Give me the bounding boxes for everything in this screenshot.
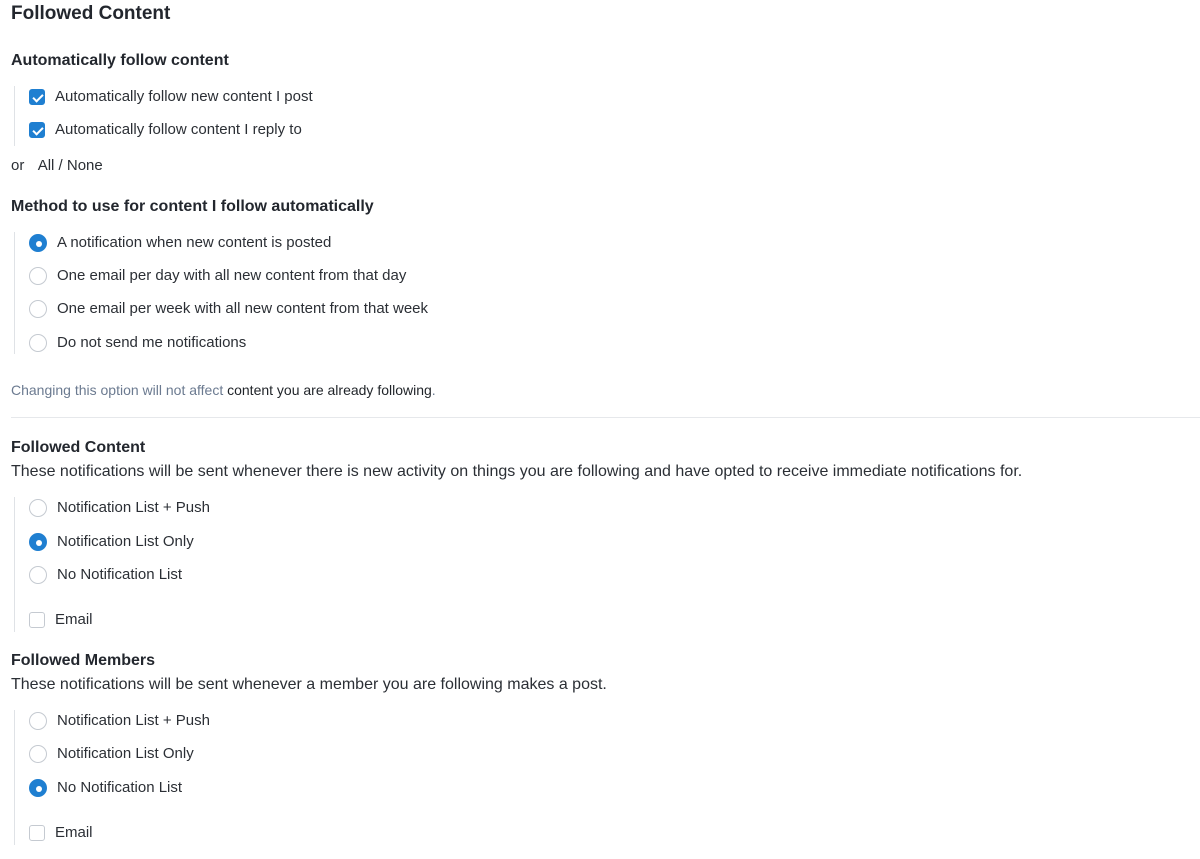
auto-follow-heading: Automatically follow content bbox=[11, 52, 229, 69]
auto-follow-new-content-label: Automatically follow new content I post bbox=[55, 88, 313, 105]
followed-content-list-push-label: Notification List + Push bbox=[57, 499, 210, 516]
followed-content-description: These notifications will be sent whenever there is new activity on things you are following and have opted to receive immediate notifications for. bbox=[11, 463, 1023, 480]
followed-members-no-list-label: No Notification List bbox=[57, 779, 183, 796]
select-all-none-row bbox=[11, 156, 103, 176]
followed-members-list-push-label: Notification List + Push bbox=[57, 712, 210, 729]
followed-content-list-only-radio[interactable] bbox=[29, 533, 47, 551]
followed-content-email-label: Email bbox=[55, 611, 93, 628]
followed-members-option-list-only[interactable] bbox=[29, 743, 194, 765]
note-period: . bbox=[431, 382, 436, 398]
followed-members-list-only-radio[interactable] bbox=[29, 745, 47, 763]
page-title: Followed Content bbox=[11, 3, 171, 24]
section-divider bbox=[11, 417, 1200, 418]
method-none-radio[interactable] bbox=[29, 334, 47, 352]
followed-members-email-label: Email bbox=[55, 824, 93, 841]
auto-follow-replies-option[interactable] bbox=[29, 119, 302, 141]
followed-members-description: These notifications will be sent whenever a member you are following makes a post. bbox=[11, 676, 607, 693]
followed-members-no-list-radio[interactable] bbox=[29, 779, 47, 797]
followed-content-option-list-only[interactable] bbox=[29, 531, 194, 553]
followed-members-heading: Followed Members bbox=[11, 652, 156, 669]
method-change-note bbox=[11, 380, 436, 400]
auto-follow-new-content-checkbox[interactable] bbox=[29, 89, 45, 105]
followed-content-email-option[interactable] bbox=[29, 609, 93, 631]
note-emphasis-text: content you are already following bbox=[227, 382, 432, 398]
followed-members-email-option[interactable] bbox=[29, 822, 93, 844]
followed-members-list-only-label: Notification List Only bbox=[57, 745, 194, 762]
auto-follow-group-divider bbox=[14, 86, 15, 146]
method-notification-label: A notification when new content is posted bbox=[57, 234, 332, 251]
note-muted-text: Changing this option will not affect bbox=[11, 382, 224, 398]
followed-members-email-checkbox[interactable] bbox=[29, 825, 45, 841]
method-option-daily-email[interactable] bbox=[29, 265, 406, 287]
method-daily-email-label: One email per day with all new content from that day bbox=[57, 267, 407, 284]
method-group-divider bbox=[14, 232, 15, 354]
auto-follow-replies-checkbox[interactable] bbox=[29, 122, 45, 138]
followed-content-no-list-label: No Notification List bbox=[57, 566, 183, 583]
or-text: or bbox=[11, 157, 25, 174]
followed-content-email-checkbox[interactable] bbox=[29, 612, 45, 628]
method-notification-radio[interactable] bbox=[29, 234, 47, 252]
method-weekly-email-label: One email per week with all new content from that week bbox=[57, 300, 429, 317]
followed-members-group-divider bbox=[14, 710, 15, 845]
auto-follow-new-content-option[interactable] bbox=[29, 86, 313, 108]
method-heading: Method to use for content I follow automatically bbox=[11, 198, 374, 215]
method-option-none[interactable] bbox=[29, 332, 246, 354]
all-none-link[interactable]: All / None bbox=[37, 157, 103, 174]
followed-content-list-push-radio[interactable] bbox=[29, 499, 47, 517]
method-weekly-email-radio[interactable] bbox=[29, 300, 47, 318]
method-option-notification[interactable] bbox=[29, 232, 331, 254]
followed-content-option-no-list[interactable] bbox=[29, 564, 182, 586]
followed-members-option-list-push[interactable] bbox=[29, 710, 210, 732]
followed-content-option-list-push[interactable] bbox=[29, 497, 210, 519]
method-option-weekly-email[interactable] bbox=[29, 298, 428, 320]
followed-content-group-divider bbox=[14, 497, 15, 632]
method-daily-email-radio[interactable] bbox=[29, 267, 47, 285]
auto-follow-replies-label: Automatically follow content I reply to bbox=[55, 121, 302, 138]
followed-members-list-push-radio[interactable] bbox=[29, 712, 47, 730]
followed-content-no-list-radio[interactable] bbox=[29, 566, 47, 584]
method-none-label: Do not send me notifications bbox=[57, 334, 247, 351]
followed-members-option-no-list[interactable] bbox=[29, 777, 182, 799]
followed-content-heading: Followed Content bbox=[11, 439, 146, 456]
followed-content-list-only-label: Notification List Only bbox=[57, 533, 194, 550]
